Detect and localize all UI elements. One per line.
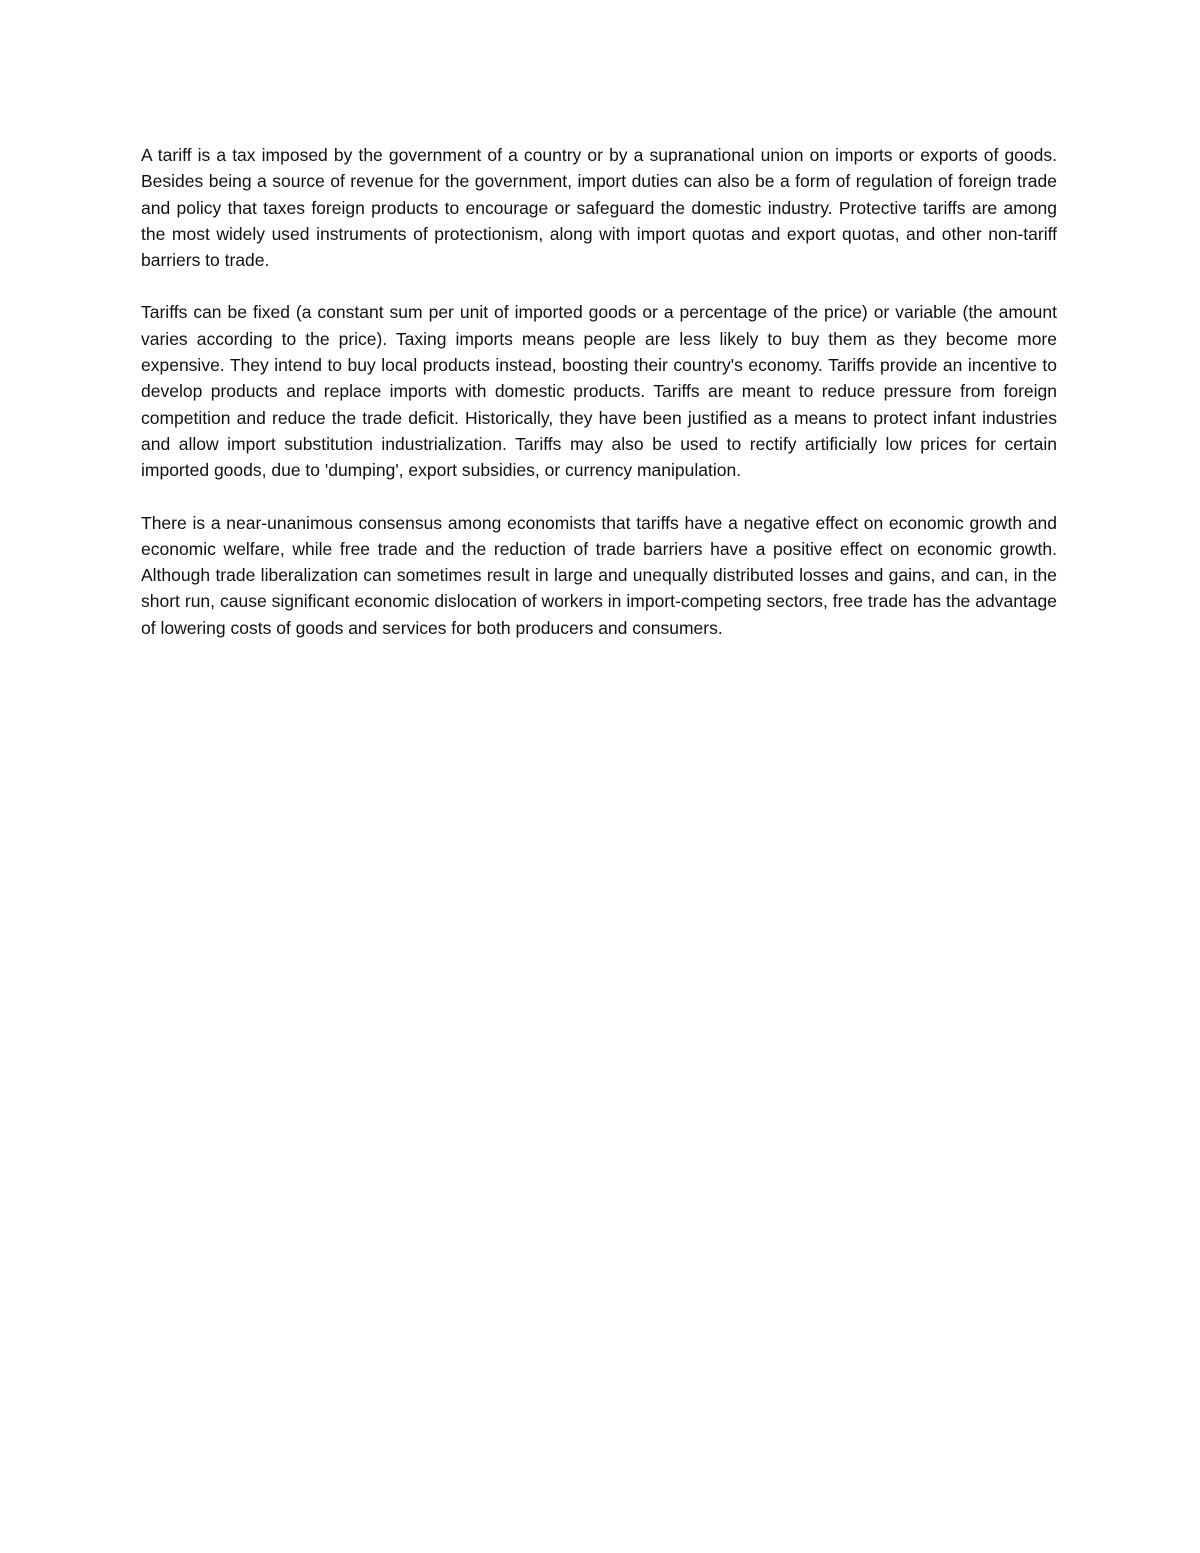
document-body [141, 142, 1057, 667]
paragraph-1: A tariff is a tax imposed by the government of a country or by a supranational union on imports or exports of goods. Besides being a source of revenue for the government, import duties can also be a form of regulation of foreign trade and policy that taxes foreign products to encourage or safeguard the domestic industry. Protective tariffs are among the most widely used instruments of protectionism, along with import quotas and export quotas, and other non-tariff barriers to trade. [141, 145, 1057, 271]
paragraph-3: There is a near-unanimous consensus among economists that tariffs have a negative effect on economic growth and economic welfare, while free trade and the reduction of trade barriers have a positive effect on economic growth. Although trade liberalization can sometimes result in large and unequally distributed losses and gains, and can, in the short run, cause significant economic dislocation of workers in import-competing sectors, free trade has the advantage of lowering costs of goods and services for both producers and consumers. [141, 512, 1057, 638]
paragraph-2: Tariffs can be fixed (a constant sum per unit of imported goods or a percentage of the price) or variable (the amount varies according to the price). Taxing imports means people are less likely to buy them as they become more expensive. They intend to buy local products instead, boosting their country's economy. Tariffs provide an incentive to develop products and replace imports with domestic products. Tariffs are meant to reduce pressure from foreign competition and reduce the trade deficit. Historically, they have been justified as a means to protect infant industries and allow import substitution industrialization. Tariffs may also be used to rectify artificially low prices for certain imported goods, due to 'dumping', export subsidies, or currency manipulation. [141, 302, 1057, 481]
